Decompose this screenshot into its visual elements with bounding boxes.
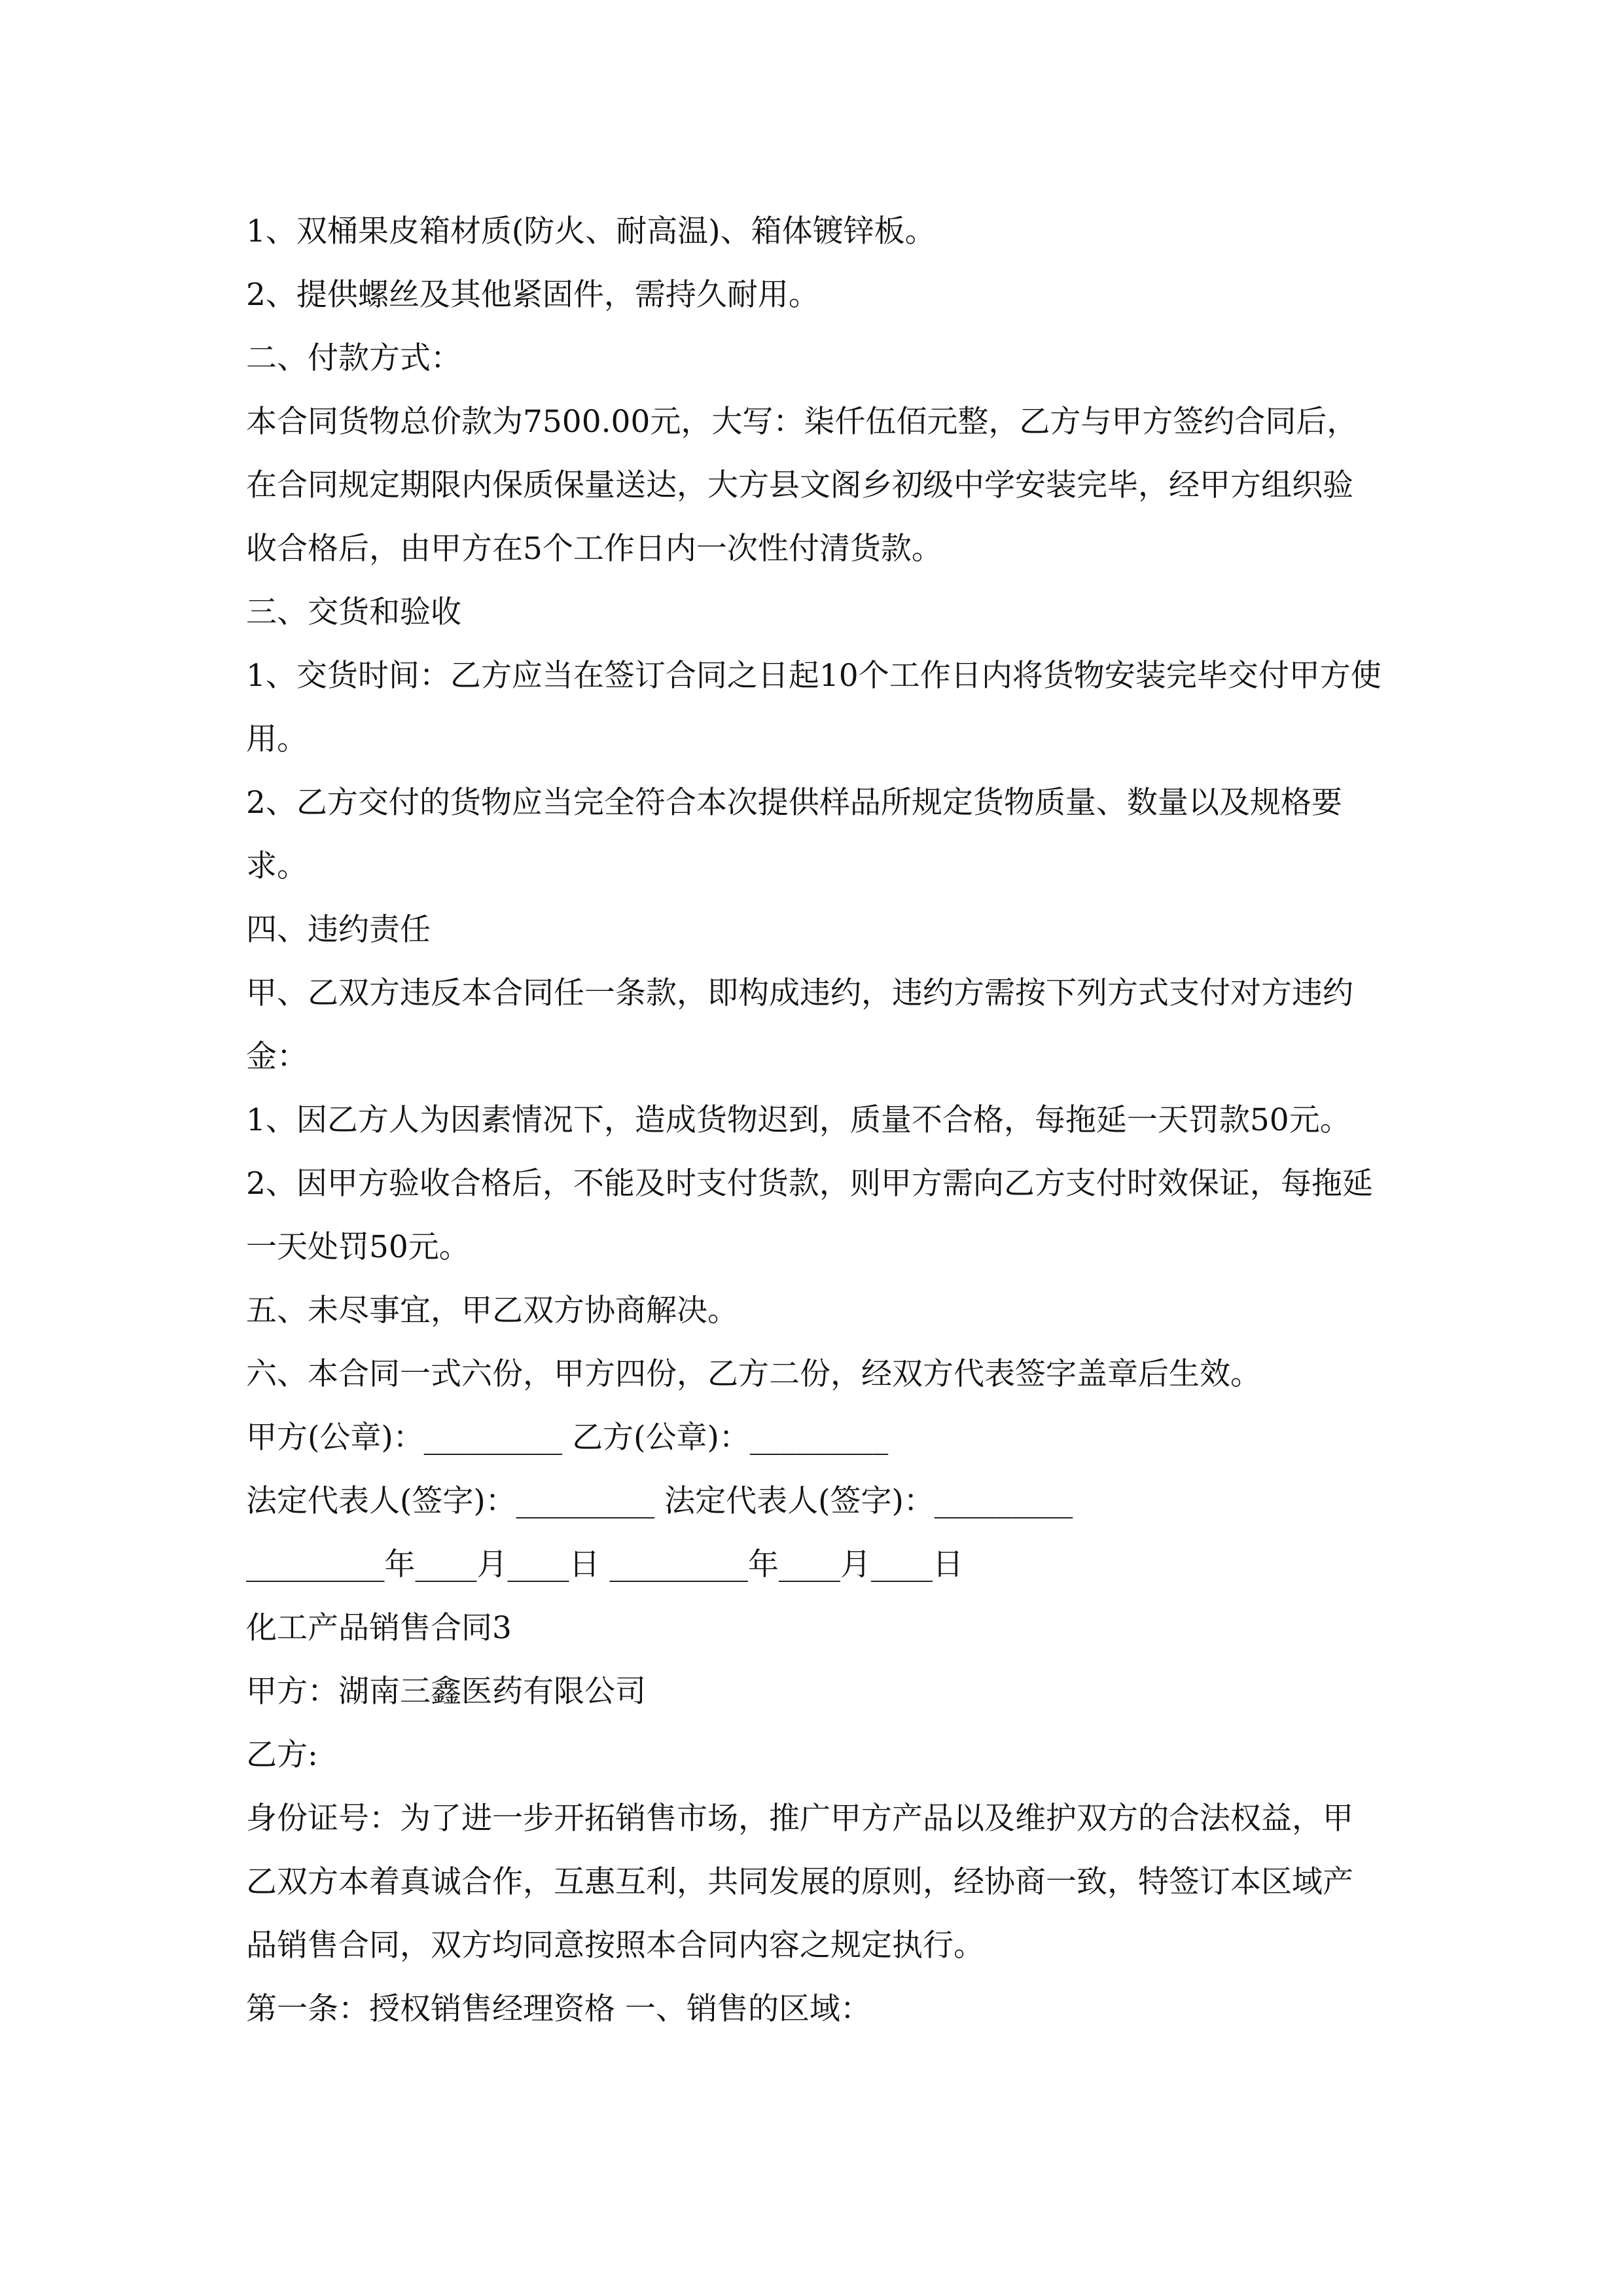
paragraph-breach-party-b: 1、因乙方人为因素情况下，造成货物迟到，质量不合格，每拖延一天罚款50元。 xyxy=(246,1102,1351,1138)
signature-representative-line: 法定代表人(签字)：_________ 法定代表人(签字)：_________ xyxy=(246,1483,1073,1519)
paragraph-breach-party-a: 2、因甲方验收合格后，不能及时支付货款，则甲方需向乙方支付时效保证，每拖延一天处罚50元。 xyxy=(246,1166,1373,1265)
contract3-intro: 身份证号：为了进一步开拓销售市场，推广甲方产品以及维护双方的合法权益，甲乙双方本着真诚合作，互惠互利，共同发展的原则，经协商一致，特签订本区域产品销售合同，双方均同意按照本合同内容之规定执行。 xyxy=(246,1801,1353,1964)
paragraph-copies: 六、本合同一式六份，甲方四份，乙方二份，经双方代表签字盖章后生效。 xyxy=(246,1356,1261,1392)
paragraph-fasteners: 2、提供螺丝及其他紧固件，需持久耐用。 xyxy=(246,277,819,313)
contract3-party-a: 甲方：湖南三鑫医药有限公司 xyxy=(246,1674,646,1710)
paragraph-unresolved-matters: 五、未尽事宜，甲乙双方协商解决。 xyxy=(246,1293,738,1329)
document-body xyxy=(246,200,1382,2041)
contract3-title: 化工产品销售合同3 xyxy=(246,1610,512,1646)
paragraph-total-price: 本合同货物总价款为7500.00元，大写：柒仟伍佰元整，乙方与甲方签约合同后，在合同规定期限内保质保量送达，大方县文阁乡初级中学安装完毕，经甲方组织验收合格后，由甲方在5个工作日内一次性付清货款。 xyxy=(246,404,1358,567)
contract3-article1: 第一条：授权销售经理资格 一、销售的区域： xyxy=(246,1991,871,2027)
paragraph-material: 1、双桶果皮箱材质(防火、耐高温)、箱体镀锌板。 xyxy=(246,213,936,249)
heading-delivery-acceptance: 三、交货和验收 xyxy=(246,594,461,630)
paragraph-breach-general: 甲、乙双方违反本合同任一条款，即构成违约，违约方需按下列方式支付对方违约金： xyxy=(246,975,1353,1075)
contract3-party-b: 乙方: xyxy=(246,1737,318,1773)
paragraph-delivery-quality: 2、乙方交付的货物应当完全符合本次提供样品所规定货物质量、数量以及规格要求。 xyxy=(246,785,1342,884)
signature-date-line: _________年____月____日 _________年____月____日 xyxy=(246,1547,963,1583)
signature-seal-line: 甲方(公章)：_________ 乙方(公章)：_________ xyxy=(246,1420,889,1456)
heading-breach-liability: 四、违约责任 xyxy=(246,912,431,948)
paragraph-delivery-time: 1、交货时间：乙方应当在签订合同之日起10个工作日内将货物安装完毕交付甲方使用。 xyxy=(246,658,1382,757)
heading-payment-method: 二、付款方式： xyxy=(246,340,461,376)
